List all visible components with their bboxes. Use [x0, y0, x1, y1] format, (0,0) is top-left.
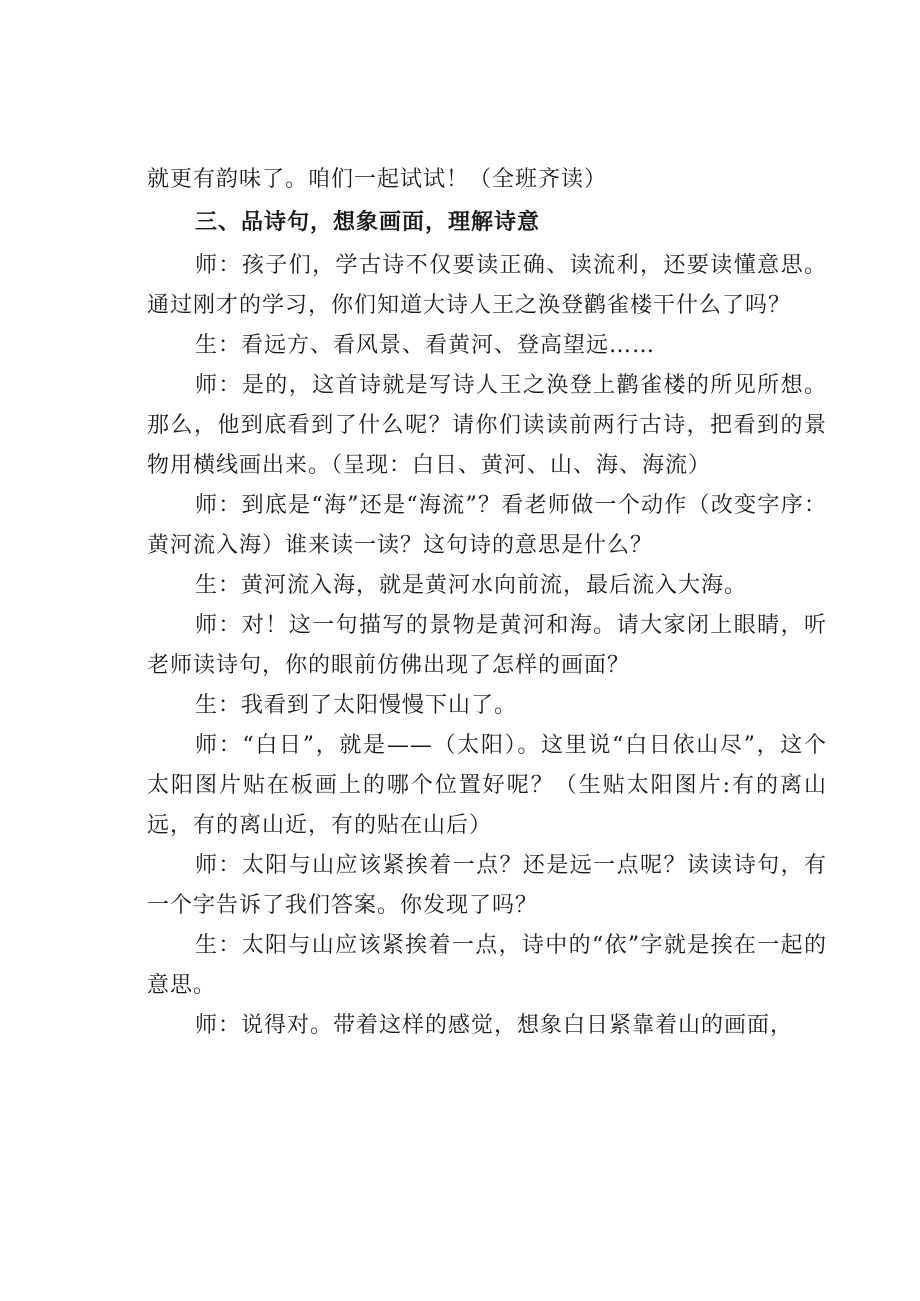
paragraph-student: 生：太阳与山应该紧挨着一点，诗中的“依”字就是挨在一起的意思。 — [147, 933, 827, 998]
paragraph-teacher: 师：太阳与山应该紧挨着一点？还是远一点呢？读读诗句，有一个字告诉了我们答案。你发现了吗？ — [147, 853, 827, 918]
section-heading: 三、品诗句，想象画面，理解诗意 — [195, 210, 541, 235]
paragraph-teacher: 师：“白日”，就是——（太阳）。这里说“白日依山尽”，这个太阳图片贴在板画上的哪个位置好呢？（生贴太阳图片:有的离山远，有的离山近，有的贴在山后） — [147, 733, 827, 838]
paragraph-teacher: 师：孩子们，学古诗不仅要读正确、读流利，还要读懂意思。通过刚才的学习，你们知道大诗人王之涣登鹳雀楼干什么了吗？ — [147, 253, 827, 318]
paragraph-continuation: 就更有韵味了。咱们一起试试！（全班齐读） — [147, 167, 608, 192]
paragraph-teacher: 师：到底是“海”还是“海流”？看老师做一个动作（改变字序：黄河流入海）谁来读一读？这句诗的意思是什么？ — [147, 493, 827, 558]
paragraph-student: 生：看远方、看风景、看黄河、登高望远…… — [195, 333, 656, 358]
paragraph-teacher: 师：说得对。带着这样的感觉，想象白日紧靠着山的画面， — [195, 1013, 794, 1038]
paragraph-teacher: 师：是的，这首诗就是写诗人王之涣登上鹳雀楼的所见所想。那么，他到底看到了什么呢？请你们读读前两行古诗，把看到的景物用横线画出来。（呈现：白日、黄河、山、海、海流） — [147, 373, 827, 478]
paragraph-teacher: 师：对！这一句描写的景物是黄河和海。请大家闭上眼睛，听老师读诗句，你的眼前仿佛出现了怎样的画面？ — [147, 613, 827, 678]
paragraph-student: 生：黄河流入海，就是黄河水向前流，最后流入大海。 — [195, 573, 748, 598]
paragraph-student: 生：我看到了太阳慢慢下山了。 — [195, 693, 518, 718]
document-body — [147, 160, 827, 1046]
